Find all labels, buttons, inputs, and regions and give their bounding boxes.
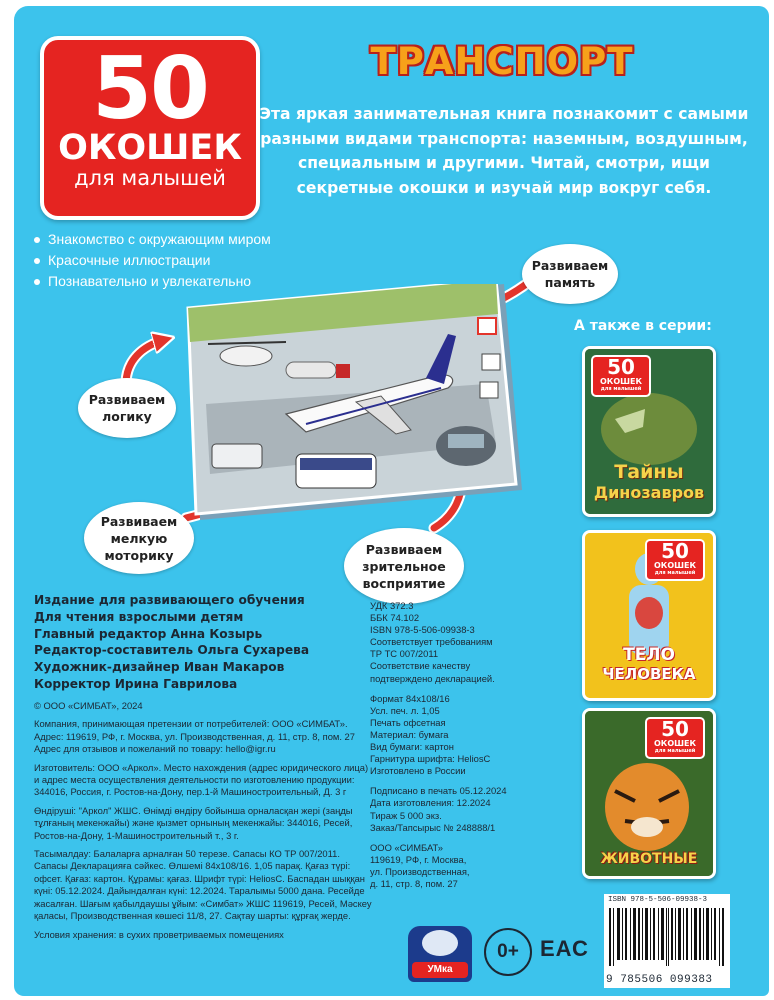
mini-badge-sub: для малышей [600, 386, 642, 392]
print-block [370, 785, 570, 833]
feature-text: Красочные иллюстрации [48, 252, 211, 268]
airport-spread-illustration [186, 284, 526, 524]
mini-badge [645, 539, 705, 581]
mini-badge-number: 50 [661, 717, 689, 741]
legal-line: ТР ТС 007/2011 [370, 648, 439, 660]
bubble-text: мелкую [110, 530, 168, 546]
feature-text: Познавательно и увлекательно [48, 273, 252, 289]
legal-line: Формат 84х108/16 [370, 692, 450, 704]
bear-icon [422, 930, 458, 956]
barcode [604, 894, 730, 988]
legal-line: д. 11, стр. 8, пом. 27 [370, 877, 458, 889]
imprint-line: Корректор Ирина Гаврилова [34, 676, 238, 691]
legal-paragraph: Условия хранения: в сухих проветриваемых помещениях [34, 928, 284, 940]
barcode-bars-icon [609, 908, 725, 966]
mini-badge-sub: для малышей [654, 748, 696, 754]
legal-line: ББК 74.102 [370, 612, 420, 624]
bus-icon [296, 454, 376, 488]
mini-badge [591, 355, 651, 397]
bubble-text: восприятие [362, 575, 446, 591]
mini-badge-word: ОКОШЕК [653, 739, 697, 748]
right-legal-text [370, 600, 570, 890]
tanker-truck-icon [286, 362, 350, 378]
series-book-title: Тайны [614, 461, 684, 483]
badge-word: ОКОШЕК [58, 128, 242, 168]
publisher-logo-text: УМка [412, 962, 468, 978]
legal-line: Соответствие качеству [370, 660, 471, 672]
bubble-visual [344, 528, 464, 604]
mini-badge-sub: для малышей [654, 570, 696, 576]
feature-text: Знакомство с окружающим миром [48, 231, 271, 247]
catalog-block [370, 600, 570, 685]
legal-line: Материал: бумага [370, 728, 449, 740]
legal-line: ISBN 978-5-506-09938-3 [370, 624, 475, 636]
mini-badge-number: 50 [661, 539, 689, 563]
bubble-logic [78, 378, 176, 438]
imprint-block [34, 592, 309, 693]
imprint-line: Издание для развивающего обучения [34, 593, 305, 607]
secret-window-icon [482, 354, 500, 370]
legal-line: 119619, РФ, г. Москва, [370, 853, 467, 865]
format-block [370, 693, 570, 778]
bubble-motor [84, 502, 194, 574]
series-book-title: Динозавров [593, 483, 705, 502]
legal-paragraph: Адрес для отзывов и пожеланий по товару: hello@igr.ru [34, 743, 276, 755]
mini-badge-word: ОКОШЕК [653, 561, 697, 570]
legal-line: Гарнитура шрифта: HeliosC [370, 753, 491, 765]
badge-subtitle: для малышей [74, 166, 226, 190]
copyright-text: © ООО «СИМБАТ», 2024 [34, 700, 143, 711]
bubble-text: моторику [104, 547, 174, 563]
legal-line: ООО «СИМБАТ» [370, 841, 444, 853]
legal-paragraph: Тасымалдау: Балаларға арналған 50 терезе. Сапасы КО ТР 007/2011. Сапасы Декларацияға сәйкес. Өлшемі 84х108/16. 1,05 парақ. Қағаз түрі: офсет. Қағаз: картон. Құрамы: қағаз. Шрифт түрі: HeliosC. Баспадан шыққан күні: 05.12.2024. Дайындалған күні: 12.2024. Таралымы 5000 дана. Ресейде жасалған. Шағым қабылдаушы ұйым: «Симбат» ЖШС 119619, Ресей, Мәскеу қаласы, Производственная көшесі 11/8, 27. Сақтау шарты: құрғақ жерде. [34, 848, 372, 922]
bubble-text: Развиваем [88, 392, 166, 407]
series-book-title: ЧЕЛОВЕКА [602, 665, 696, 683]
bubble-text: Развиваем [100, 513, 178, 529]
book-description: Эта яркая занимательная книга познакомит с самыми разными видами транспорта: наземным, воздушным, специальным и другими. Читай, смотри, ищи секретные окошки и изучай мир вокруг себя. [259, 105, 749, 197]
series-book-animals [582, 708, 716, 879]
control-tower-icon [436, 426, 496, 466]
imprint-line: Художник-дизайнер Иван Макаров [34, 660, 285, 675]
legal-line: УДК 372.3 [370, 600, 414, 611]
imprint-line: Главный редактор Анна Козырь [34, 626, 263, 641]
legal-line: Усл. печ. л. 1,05 [370, 704, 440, 716]
mini-badge-word: ОКОШЕК [599, 377, 643, 386]
publisher-address-block [370, 842, 570, 890]
legal-line: Дата изготовления: 12.2024 [370, 797, 491, 809]
legal-line: ул. Производственная, [370, 865, 470, 877]
secret-window-icon [478, 318, 496, 334]
book-back-cover [14, 6, 769, 996]
book-title: ТРАНСПОРТ [370, 40, 634, 83]
mini-badge [645, 717, 705, 759]
publisher-logo [408, 926, 472, 982]
legal-line: подтверждено декларацией. [370, 672, 495, 684]
barcode-digits: 9 785506 099383 [606, 974, 713, 986]
barcode-isbn: ISBN 978-5-506-09938-3 [608, 896, 708, 904]
legal-paragraph: Компания, принимающая претензии от потребителей: ООО «СИМБАТ». Адрес: 119619, РФ, г. Москва, ул. Производственная, д. 11, стр. 8, пом. 27 [34, 718, 355, 742]
bubble-text: логику [102, 409, 152, 424]
bubble-memory [522, 244, 618, 304]
eac-mark: ЕАС [540, 936, 589, 961]
legal-line: Изготовлено в России [370, 765, 466, 777]
secret-window-icon [480, 382, 498, 398]
imprint-line: Редактор-составитель Ольга Сухарева [34, 643, 310, 658]
legal-line: Печать офсетная [370, 716, 446, 728]
series-book-dinosaurs [582, 346, 716, 517]
van-icon [212, 444, 262, 468]
series-book-title: ТЕЛО [623, 645, 675, 665]
legal-paragraph: Өндіруші: "Аркол" ЖШС. Өнімді өндіру бойынша орналасқан жері (заңды тұлғаның мекенжайы) және қызмет орнының мекенжайы: 344016, Ресей, Ростов-на-Дону, 1-Машиностроительный т., 3 г. [34, 804, 353, 841]
series-book-title: ЖИВОТНЫЕ [600, 851, 698, 867]
mini-badge-number: 50 [607, 355, 635, 379]
imprint-line: Для чтения взрослыми детям [34, 609, 244, 624]
series-book-human-body [582, 530, 716, 701]
bubble-text: Развиваем [365, 541, 443, 557]
series-heading: А также в серии: [574, 318, 712, 334]
legal-line: Тираж 5 000 экз. [370, 809, 442, 821]
legal-line: Заказ/Тапсырыс № 248888/1 [370, 821, 496, 833]
legal-line: Вид бумаги: картон [370, 741, 454, 753]
bubble-text: память [544, 275, 596, 290]
legal-line: Подписано в печать 05.12.2024 [370, 785, 507, 797]
badge-number: 50 [92, 39, 208, 139]
bubble-text: зрительное [362, 558, 446, 574]
left-legal-text [34, 700, 374, 947]
bubble-text: Развиваем [531, 258, 609, 273]
legal-line: Соответствует требованиям [370, 636, 493, 648]
legal-paragraph: Изготовитель: ООО «Аркол». Место нахождения (адрес юридического лица) и адрес места осуществления деятельности по изготовлению продукции: 344016, Россия, г. Ростов-на-Дону, пер.1-й Машиностроительный, Д. 3 г [34, 761, 369, 798]
age-rating-badge: 0+ [484, 928, 532, 976]
